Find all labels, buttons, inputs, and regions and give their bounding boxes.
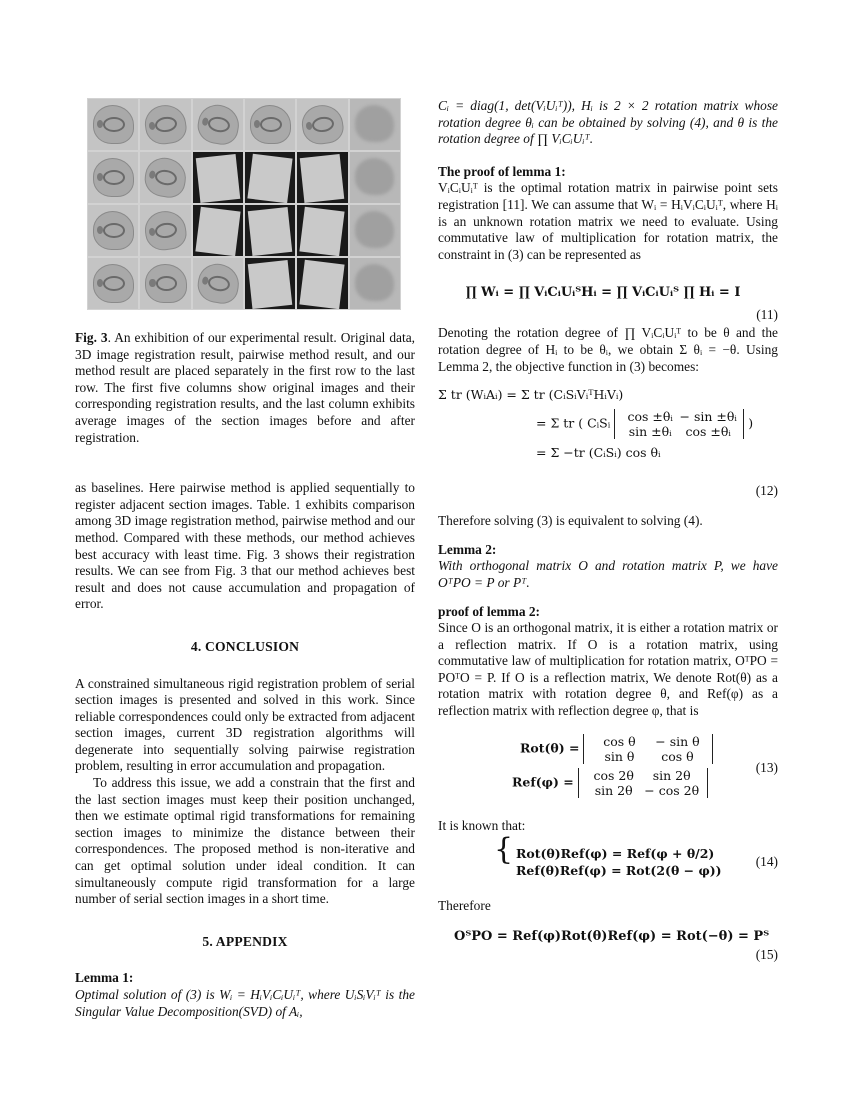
figure-3-image-grid [87, 98, 401, 310]
figure-cell [88, 152, 138, 203]
proof-lemma-2-text: Since O is an orthogonal matrix, it is either a rotation matrix or a reflection matrix. If O is a rotation matrix, using commutative law of multiplication for rotation matrix, OᵀPO = POᵀO = P. If O is a reflection matrix, We denote Rot(θ) as a rotation matrix with rotation degree θ, and Ref(φ) as a reflection matrix with reflection degree φ, that is [438, 620, 778, 719]
figure-cell [193, 152, 243, 203]
figure-cell [297, 258, 347, 309]
figure-caption-label: Fig. 3 [75, 330, 108, 345]
equation-13-ref-row [438, 768, 778, 798]
lemma-1-title: Lemma 1: [75, 970, 134, 986]
section-title-appendix: 5. APPENDIX [202, 933, 288, 949]
equation-13-number: (13) [755, 759, 778, 775]
equation-12-line-1: Σ tr (WᵢAᵢ) = Σ tr (CᵢSᵢVᵢᵀHᵢVᵢ) [438, 387, 624, 403]
matrix-cell: cos 2θ [593, 767, 634, 783]
matrix-cell: − sin θ [655, 733, 700, 749]
equation-11-number: (11) [756, 307, 778, 323]
figure-cell [140, 205, 190, 256]
proof-lemma-1-text: VᵢCᵢUᵢᵀ is the optimal rotation matrix in pairwise point sets registration [11]. We can assume that Wᵢ = HᵢVᵢCᵢUᵢᵀ, where Hᵢ is an unknown rotation matrix we need to evaluate. Using commutative law of multiplication for rotation matrix, the constraint in (3) can be represented as [438, 180, 778, 262]
matrix-cell: sin θ [604, 748, 635, 764]
proof-lemma-1-title: The proof of lemma 1: [438, 163, 566, 179]
left-column [75, 98, 415, 1020]
equation-15-body: OᵀPO = Ref(φ)Rot(θ)Ref(φ) = Rot(−θ) = Pᵀ [454, 928, 770, 944]
figure-cell [140, 258, 190, 309]
figure-cell [297, 205, 347, 256]
matrix-cell: cos θ [603, 733, 636, 749]
lemma-2-title: Lemma 2: [438, 541, 497, 557]
section-title-conclusion: 4. CONCLUSION [190, 638, 300, 654]
figure-cell-average [350, 152, 400, 203]
equation-13 [438, 734, 778, 808]
equation-13-ref-label: Ref(φ) = [512, 774, 574, 790]
matrix-cell: cos ±θᵢ [685, 424, 731, 440]
therefore-paragraph-2: Therefore [438, 898, 491, 914]
matrix-cell: cos θ [661, 748, 694, 764]
figure-cell [245, 99, 295, 150]
figure-cell [245, 152, 295, 203]
therefore-paragraph-1: Therefore solving (3) is equivalent to solving (4). [438, 513, 703, 529]
lemma-1-continued: Cᵢ = diag(1, det(VᵢUᵢᵀ)), Hᵢ is 2 × 2 rotation matrix whose rotation degree θᵢ can be obtained by solving (4), and θ is the rotation degree of ∏ VᵢCᵢUᵢᵀ. [438, 98, 778, 147]
figure-cell [193, 258, 243, 309]
figure-caption-text: . An exhibition of our experimental result. Original data, 3D image registration result, pairwise method result, and our method result are placed separately in the first row to the last row. The first five columns show original images and their corresponding registration results, and the last column exhibits average images of the section images before and after registration. [75, 330, 415, 445]
figure-cell-average [350, 99, 400, 150]
equation-12-line-2: = Σ tr ( CᵢSᵢ cos ±θᵢ − sin ±θᵢ sin ±θᵢ cos ±θᵢ ) [536, 409, 754, 440]
equation-14 [438, 832, 778, 886]
conclusion-paragraph-1: A constrained simultaneous rigid registration problem of serial section images is presented and solved in this work. Since reliable correspondences could only be extracted from adjacent section images, current 3D registration algorithms will degenerate into sequentially solving pairwise registration problem, resulting in error accumulation and propagation. [75, 675, 415, 774]
reflection-matrix [578, 768, 708, 798]
figure-cell [88, 99, 138, 150]
proof-lemma-2-title: proof of lemma 2: [438, 603, 541, 619]
equation-14-line-2: Ref(θ)Ref(φ) = Rot(2(θ − φ)) [516, 862, 722, 878]
matrix-cell: cos ±θᵢ [627, 409, 673, 425]
equation-12-number: (12) [755, 483, 778, 499]
known-paragraph: It is known that: [438, 817, 526, 833]
brace-glyph: { [494, 832, 514, 868]
lemma-2-text: With orthogonal matrix O and rotation matrix P, we have OᵀPO = P or Pᵀ. [438, 558, 778, 590]
denote-paragraph: Denoting the rotation degree of ∏ VᵢCᵢUᵢᵀ to be θ and the rotation degree of Hᵢ to be θᵢ, we obtain Σ θᵢ = −θ. Using Lemma 2, the objective function in (3) becomes: [438, 325, 778, 374]
equation-14-body [438, 832, 778, 879]
equation-13-rot-label: Rot(θ) = [520, 740, 580, 756]
equation-13-rot-row [438, 734, 778, 764]
figure-cell [88, 205, 138, 256]
figure-cell [297, 99, 347, 150]
lemma-1-text: Optimal solution of (3) is Wᵢ = HᵢVᵢCᵢUᵢᵀ, where UᵢSᵢVᵢᵀ is the Singular Value Decomposition(SVD) of Aᵢ, [75, 987, 415, 1019]
equation-12-matrix [614, 409, 744, 439]
equation-12 [438, 385, 778, 503]
figure-cell [193, 205, 243, 256]
matrix-cell: sin ±θᵢ [628, 424, 672, 440]
figure-cell [140, 99, 190, 150]
equation-14-number: (14) [755, 854, 778, 870]
figure-cell-average [350, 205, 400, 256]
matrix-cell: sin 2θ [652, 767, 691, 783]
figure-cell [88, 258, 138, 309]
matrix-cell: − cos 2θ [644, 782, 700, 798]
equation-15 [438, 929, 778, 965]
figure-cell [297, 152, 347, 203]
conclusion-paragraph-2: To address this issue, we add a constrain that the first and the last section images must keep their position unchanged, then we estimate optimal rigid transformations for remaining section images to minimize the distance between their correspondences. The proposed method is non-iterative and can get optimal solution under ideal condition. It can simultaneously compute rigid transformation for a large number of serial section images in a short time. [75, 775, 415, 907]
right-column [438, 98, 778, 965]
equation-14-line-1: Rot(θ)Ref(φ) = Ref(φ + θ/2) [516, 846, 715, 862]
equation-12-line-3: = Σ −tr (CᵢSᵢ) cos θᵢ [536, 445, 661, 461]
rotation-matrix [583, 734, 713, 764]
figure-cell [245, 205, 295, 256]
equation-12-line-2-lead: = Σ tr ( CᵢSᵢ [536, 415, 611, 431]
equation-15-number: (15) [755, 946, 778, 962]
equation-11 [438, 277, 778, 321]
figure-caption [75, 330, 415, 446]
figure-cell [140, 152, 190, 203]
figure-cell [245, 258, 295, 309]
matrix-cell: sin 2θ [594, 782, 633, 798]
matrix-cell: − sin ±θᵢ [679, 409, 737, 425]
figure-cell-average [350, 258, 400, 309]
results-paragraph: as baselines. Here pairwise method is applied sequentially to register adjacent section images. Table. 1 exhibits comparison among 3D image registration method, pairwise method and our method. Compared with these methods, our method achieves best accuracy with least time. Fig. 3 shows their registration results. We can see from Fig. 3 that our method achieves best result and does not cause accumulation and propagation of error. [75, 480, 415, 612]
equation-11-body: ∏ Wᵢ = ∏ VᵢCᵢUᵢᵀHᵢ = ∏ VᵢCᵢUᵢᵀ ∏ Hᵢ = I [465, 285, 741, 301]
figure-cell [193, 99, 243, 150]
